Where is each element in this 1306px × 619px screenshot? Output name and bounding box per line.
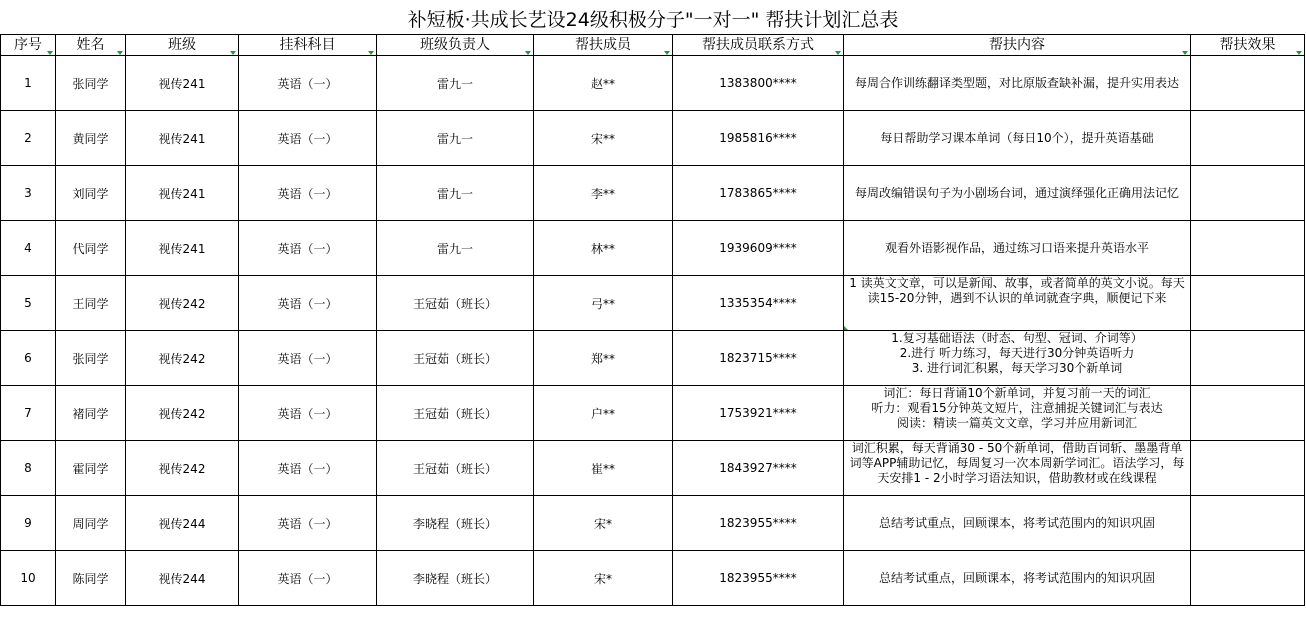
cell-phone[interactable]: 1823955**** — [673, 496, 844, 551]
cell-class[interactable]: 视传241 — [126, 166, 239, 221]
header-cell-name[interactable] — [56, 35, 126, 56]
table-row — [1, 441, 1305, 496]
header-label: 帮扶成员 — [575, 37, 631, 53]
cell-class[interactable]: 视传244 — [126, 551, 239, 606]
cell-helper[interactable]: 赵** — [534, 56, 673, 111]
cell-content-text: 词汇积累，每天背诵30 - 50个新单词，借助百词斩、墨墨背单词等APP辅助记忆，每周复习一次本周新学词汇。语法学习，每天安排1 - 2小时学习语法知识，借助教材或在线课程 — [849, 441, 1185, 485]
table-row — [1, 551, 1305, 606]
cell-phone[interactable]: 1383800**** — [673, 56, 844, 111]
cell-phone[interactable]: 1335354**** — [673, 276, 844, 331]
cell-content-text: 1 读英文文章，可以是新闻、故事，或者简单的英文小说。每天读15-20分钟，遇到不认识的单词就查字典，顺便记下来 — [849, 276, 1185, 305]
filter-dropdown-icon[interactable] — [117, 51, 123, 55]
cell-content[interactable] — [844, 56, 1191, 111]
cell-name[interactable]: 张同学 — [56, 56, 126, 111]
cell-effect[interactable] — [1191, 331, 1305, 386]
cell-effect[interactable] — [1191, 221, 1305, 276]
cell-class[interactable]: 视传242 — [126, 331, 239, 386]
spreadsheet-table-area — [0, 34, 1305, 606]
table-row — [1, 166, 1305, 221]
table-body — [1, 56, 1305, 606]
cell-no[interactable]: 2 — [1, 111, 56, 166]
cell-leader[interactable]: 王冠茹（班长） — [377, 276, 534, 331]
cell-leader[interactable]: 雷九一 — [377, 166, 534, 221]
cell-subject[interactable]: 英语（一） — [239, 441, 377, 496]
header-cell-effect[interactable] — [1191, 35, 1305, 56]
cell-class[interactable]: 视传241 — [126, 56, 239, 111]
cell-name[interactable]: 刘同学 — [56, 166, 126, 221]
filter-dropdown-icon[interactable] — [664, 51, 670, 55]
cell-content-text: 每周改编错误句子为小剧场台词，通过演绎强化正确用法记忆 — [854, 185, 1179, 200]
cell-leader[interactable]: 雷九一 — [377, 111, 534, 166]
cell-content-text: 观看外语影视作品，通过练习口语来提升英语水平 — [884, 240, 1149, 255]
cell-name[interactable]: 霍同学 — [56, 441, 126, 496]
cell-content[interactable] — [844, 551, 1191, 606]
cell-no[interactable]: 9 — [1, 496, 56, 551]
cell-leader[interactable]: 雷九一 — [377, 56, 534, 111]
cell-content[interactable] — [844, 441, 1191, 496]
cell-subject[interactable]: 英语（一） — [239, 386, 377, 441]
cell-helper[interactable]: 弓** — [534, 276, 673, 331]
summary-table — [0, 34, 1305, 606]
filter-dropdown-icon[interactable] — [525, 51, 531, 55]
cell-no[interactable]: 6 — [1, 331, 56, 386]
cell-content[interactable] — [844, 276, 1191, 331]
header-cell-leader[interactable] — [377, 35, 534, 56]
cell-content-text: 每周合作训练翻译类型题，对比原版查缺补漏，提升实用表达 — [854, 75, 1179, 90]
header-label: 班级 — [168, 37, 196, 53]
cell-subject[interactable]: 英语（一） — [239, 276, 377, 331]
header-cell-no[interactable] — [1, 35, 56, 56]
cell-name[interactable]: 褚同学 — [56, 386, 126, 441]
cell-name[interactable]: 陈同学 — [56, 551, 126, 606]
cell-subject[interactable]: 英语（一） — [239, 221, 377, 276]
cell-content[interactable] — [844, 331, 1191, 386]
header-label: 姓名 — [76, 37, 105, 53]
cell-leader[interactable]: 王冠茹（班长） — [377, 331, 534, 386]
cell-class[interactable]: 视传242 — [126, 441, 239, 496]
cell-phone[interactable]: 1939609**** — [673, 221, 844, 276]
cell-effect[interactable] — [1191, 111, 1305, 166]
cell-helper[interactable]: 崔** — [534, 441, 673, 496]
cell-content-text: 总结考试重点，回顾课本，将考试范围内的知识巩固 — [878, 570, 1155, 585]
header-label: 挂科科目 — [279, 37, 336, 53]
filter-dropdown-icon[interactable] — [1182, 51, 1188, 55]
cell-phone[interactable]: 1783865**** — [673, 166, 844, 221]
cell-leader[interactable]: 王冠茹（班长） — [377, 386, 534, 441]
cell-subject[interactable]: 英语（一） — [239, 56, 377, 111]
cell-content-text: 总结考试重点，回顾课本，将考试范围内的知识巩固 — [878, 515, 1155, 530]
header-label: 班级负责人 — [420, 37, 490, 53]
cell-content[interactable] — [844, 496, 1191, 551]
cell-no[interactable]: 8 — [1, 441, 56, 496]
cell-effect[interactable] — [1191, 496, 1305, 551]
table-row — [1, 111, 1305, 166]
header-cell-subject[interactable] — [239, 35, 377, 56]
filter-dropdown-icon[interactable] — [230, 51, 236, 55]
cell-name[interactable]: 王同学 — [56, 276, 126, 331]
cell-subject[interactable]: 英语（一） — [239, 331, 377, 386]
table-row — [1, 386, 1305, 441]
cell-leader[interactable]: 王冠茹（班长） — [377, 441, 534, 496]
cell-phone[interactable]: 1823715**** — [673, 331, 844, 386]
cell-no[interactable]: 5 — [1, 276, 56, 331]
cell-no[interactable]: 3 — [1, 166, 56, 221]
table-row — [1, 56, 1305, 111]
cell-helper[interactable]: 李** — [534, 166, 673, 221]
filter-dropdown-icon[interactable] — [368, 51, 374, 55]
cell-helper[interactable]: 户** — [534, 386, 673, 441]
header-label: 帮扶成员联系方式 — [702, 37, 814, 53]
cell-no[interactable]: 10 — [1, 551, 56, 606]
cell-content[interactable] — [844, 166, 1191, 221]
header-cell-class[interactable] — [126, 35, 239, 56]
cell-effect[interactable] — [1191, 551, 1305, 606]
header-label: 帮扶内容 — [989, 37, 1045, 53]
table-row — [1, 331, 1305, 386]
cell-name[interactable]: 张同学 — [56, 331, 126, 386]
cell-phone[interactable]: 1985816**** — [673, 111, 844, 166]
cell-effect[interactable] — [1191, 276, 1305, 331]
cell-subject[interactable]: 英语（一） — [239, 111, 377, 166]
cell-class[interactable]: 视传244 — [126, 496, 239, 551]
cell-effect[interactable] — [1191, 441, 1305, 496]
cell-content[interactable] — [844, 111, 1191, 166]
table-row — [1, 276, 1305, 331]
cell-content-text: 1.复习基础语法（时态、句型、冠词、介词等） 2.进行 听力练习，每天进行30分钟英语听力 3. 进行词汇积累，每天学习30个新单词 — [891, 331, 1143, 375]
header-cell-content[interactable] — [844, 35, 1191, 56]
filter-dropdown-icon[interactable] — [835, 51, 841, 55]
filter-dropdown-icon[interactable] — [1296, 51, 1302, 55]
cell-class[interactable]: 视传241 — [126, 111, 239, 166]
cell-effect[interactable] — [1191, 56, 1305, 111]
cell-content[interactable] — [844, 386, 1191, 441]
cell-name[interactable]: 黄同学 — [56, 111, 126, 166]
cell-no[interactable]: 1 — [1, 56, 56, 111]
cell-content-text: 词汇：每日背诵10个新单词，并复习前一天的词汇 听力：观看15分钟英文短片，注意捕捉关键词汇与表达 阅读：精读一篇英文文章，学习并应用新词汇 — [871, 386, 1163, 430]
cell-subject[interactable]: 英语（一） — [239, 166, 377, 221]
cell-phone[interactable]: 1843927**** — [673, 441, 844, 496]
filter-dropdown-icon[interactable] — [47, 51, 53, 55]
cell-class[interactable]: 视传242 — [126, 386, 239, 441]
cell-helper[interactable]: 郑** — [534, 331, 673, 386]
cell-no[interactable]: 4 — [1, 221, 56, 276]
cell-class[interactable]: 视传242 — [126, 276, 239, 331]
cell-name[interactable]: 周同学 — [56, 496, 126, 551]
cell-subject[interactable]: 英语（一） — [239, 551, 377, 606]
cell-content-text: 每日帮助学习课本单词（每日10个），提升英语基础 — [880, 130, 1154, 145]
header-label: 序号 — [14, 37, 42, 53]
cell-effect[interactable] — [1191, 386, 1305, 441]
table-row — [1, 221, 1305, 276]
cell-phone[interactable]: 1823955**** — [673, 551, 844, 606]
table-row — [1, 496, 1305, 551]
cell-phone[interactable]: 1753921**** — [673, 386, 844, 441]
cell-helper[interactable]: 林** — [534, 221, 673, 276]
comment-marker-icon — [844, 326, 848, 330]
cell-leader[interactable]: 李晓程（班长） — [377, 551, 534, 606]
cell-subject[interactable]: 英语（一） — [239, 496, 377, 551]
header-cell-phone[interactable] — [673, 35, 844, 56]
cell-helper[interactable]: 宋* — [534, 496, 673, 551]
cell-helper[interactable]: 宋* — [534, 551, 673, 606]
header-row — [1, 35, 1305, 56]
header-label: 帮扶效果 — [1219, 37, 1276, 53]
cell-class[interactable]: 视传241 — [126, 221, 239, 276]
cell-effect[interactable] — [1191, 166, 1305, 221]
cell-leader[interactable]: 李晓程（班长） — [377, 496, 534, 551]
cell-helper[interactable]: 宋** — [534, 111, 673, 166]
sheet-title: 补短板·共成长艺设24级积极分子"一对一" 帮扶计划汇总表 — [407, 9, 899, 31]
cell-leader[interactable]: 雷九一 — [377, 221, 534, 276]
cell-content[interactable] — [844, 221, 1191, 276]
cell-name[interactable]: 代同学 — [56, 221, 126, 276]
header-cell-helper[interactable] — [534, 35, 673, 56]
cell-no[interactable]: 7 — [1, 386, 56, 441]
